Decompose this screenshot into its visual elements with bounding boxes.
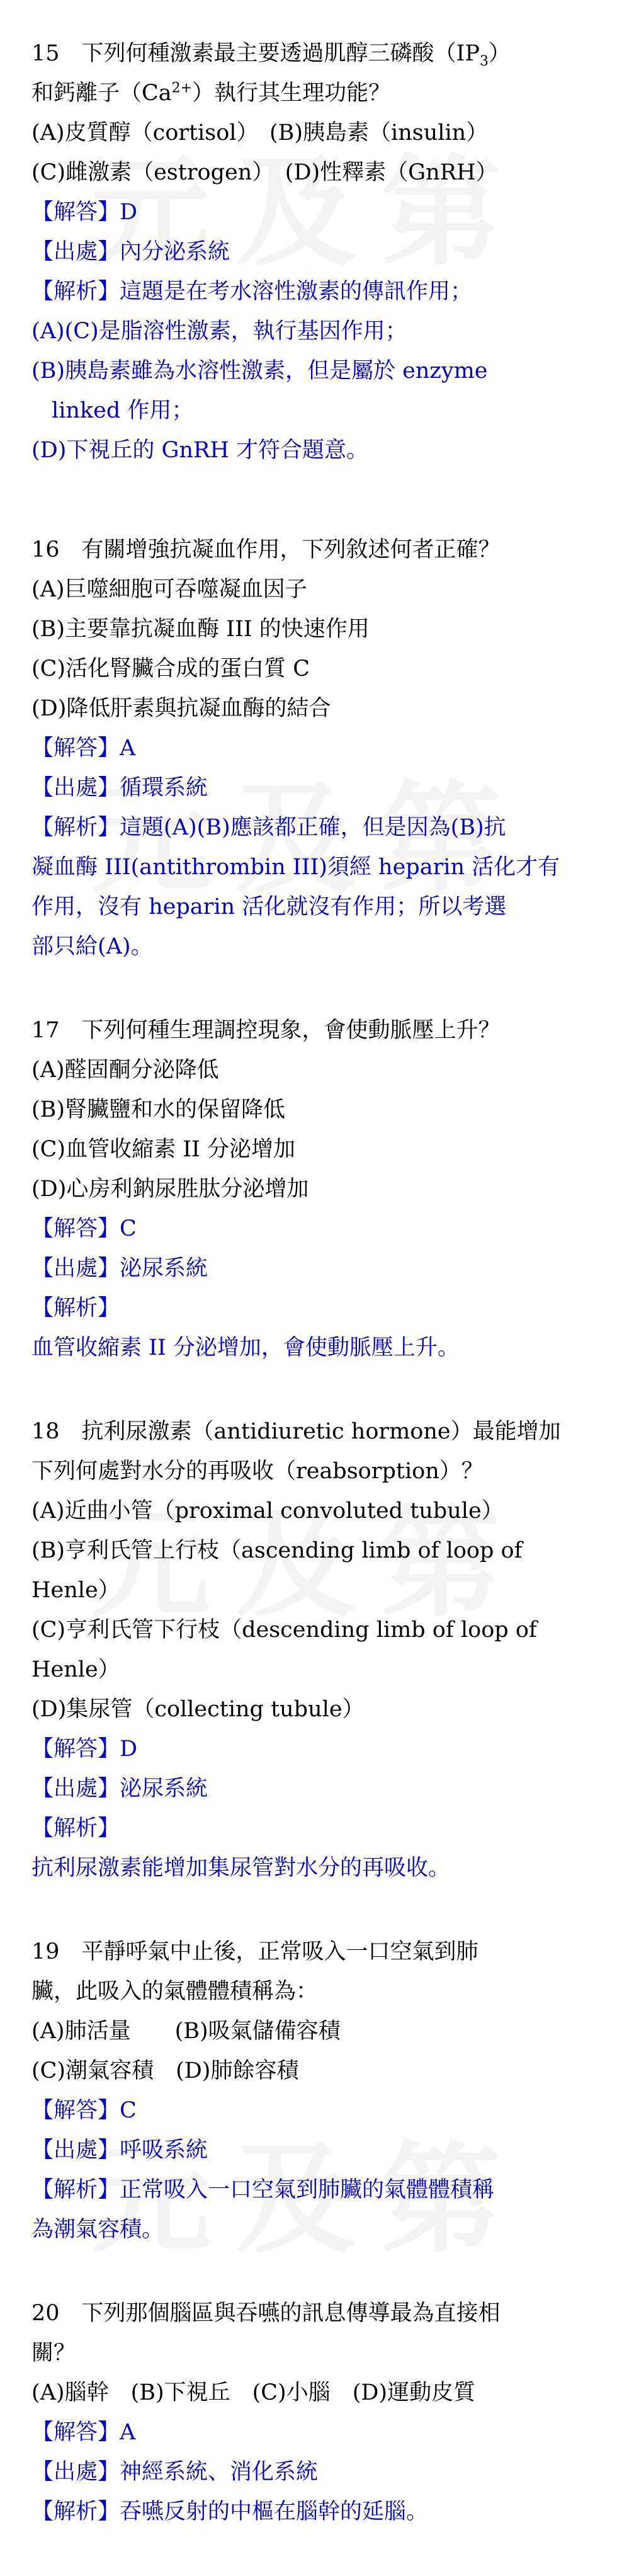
option-line: Henle） (31, 1578, 120, 1603)
source-value: 呼吸系統 (120, 2138, 208, 2163)
question-stem-line: 20 下列那個腦區與吞嚥的訊息傳導最為直接相 (31, 2301, 501, 2326)
option-line: Henle） (31, 1657, 120, 1682)
option-line: (D)心房利鈉尿胜肽分泌增加 (31, 1177, 309, 1202)
question-stem-line: 下列何處對水分的再吸收（reabsorption）？ (31, 1459, 484, 1484)
option-line: (A)近曲小管（proximal convoluted tubule） (31, 1498, 504, 1524)
analysis-line: 凝血酶 III(antithrombin III)須經 heparin 活化才有 (31, 855, 560, 880)
analysis-line: 作用，沒有 heparin 活化就沒有作用；所以考選 (31, 894, 507, 920)
source-value: 內分泌系統 (120, 239, 230, 265)
analysis-line: 為潮氣容積。 (31, 2217, 164, 2242)
analysis-line: 部只給(A)。 (31, 934, 153, 959)
answer-value: D (120, 200, 138, 225)
answer-line: 【解答】D (31, 200, 138, 225)
answer-value: A (120, 736, 136, 761)
question-16 (31, 530, 598, 967)
analysis-line: 【解析】吞嚥反射的中樞在腦幹的延腦。 (31, 2499, 429, 2524)
source-value: 神經系統、消化系統 (120, 2459, 319, 2485)
options-line: (C)潮氣容積 (D)肺餘容積 (31, 2058, 299, 2083)
exam-page (31, 34, 598, 2576)
source-line: 【出處】循環系統 (31, 775, 208, 801)
question-19 (31, 1932, 598, 2250)
question-17 (31, 1011, 598, 1368)
question-20 (31, 2294, 598, 2532)
analysis-line: 【解析】這題(A)(B)應該都正確，但是因為(B)抗 (31, 815, 506, 840)
answer-value: D (120, 1736, 138, 1762)
analysis-line: 抗利尿激素能增加集尿管對水分的再吸收。 (31, 1855, 451, 1881)
question-stem-line: 臟，此吸入的氣體體積稱為： (31, 1979, 319, 2004)
option-line: (B)亨利氏管上行枝（ascending limb of loop of (31, 1538, 523, 1563)
analysis-label-line: 【解析】 (31, 1296, 120, 1321)
question-stem-line: 19 平靜呼氣中止後，正常吸入一口空氣到肺 (31, 1939, 478, 1964)
analysis-line: (B)胰島素雖為水溶性激素，但是屬於 enzyme (31, 358, 488, 384)
option-line: (A)醛固酮分泌降低 (31, 1057, 219, 1083)
option-line: (C)活化腎臟合成的蛋白質 C (31, 656, 310, 681)
source-line: 【出處】神經系統、消化系統 (31, 2459, 319, 2485)
analysis-line: 【解析】正常吸入一口空氣到肺臟的氣體體積稱 (31, 2177, 495, 2203)
option-line: (B)主要靠抗凝血酶 III 的快速作用 (31, 617, 370, 642)
answer-value: A (120, 2420, 136, 2445)
question-15 (31, 34, 598, 470)
question-stem-line: 17 下列何種生理調控現象，會使動脈壓上升？ (31, 1018, 501, 1043)
option-line: (A)巨噬細胞可吞噬凝血因子 (31, 577, 307, 602)
source-line: 【出處】泌尿系統 (31, 1776, 208, 1801)
analysis-line: (D)下視丘的 GnRH 才符合題意。 (31, 438, 368, 463)
source-value: 泌尿系統 (120, 1256, 208, 1281)
source-line: 【出處】內分泌系統 (31, 239, 230, 265)
answer-line: 【解答】D (31, 1736, 138, 1762)
answer-line: 【解答】A (31, 736, 136, 761)
options-line: (A)肺活量 (B)吸氣儲備容積 (31, 2019, 341, 2044)
analysis-line: linked 作用； (52, 398, 194, 423)
option-line: (C)血管收縮素 II 分泌增加 (31, 1137, 295, 1162)
options-line: (A)皮質醇（cortisol） (B)胰島素（insulin） (31, 120, 489, 145)
question-stem-line: 16 有關增強抗凝血作用，下列敘述何者正確？ (31, 537, 501, 562)
answer-value: C (120, 1216, 137, 1241)
question-stem-line: 15 下列何種激素最主要透過肌醇三磷酸$(IP_3)$ (31, 41, 511, 69)
option-line: (D)降低肝素與抗凝血酶的結合 (31, 696, 331, 721)
source-value: 循環系統 (120, 775, 208, 801)
question-18 (31, 1412, 598, 1888)
source-value: 泌尿系統 (120, 1776, 208, 1801)
options-line: (C)雌激素（estrogen） (D)性釋素（GnRH） (31, 160, 498, 185)
question-stem-line: 和鈣離子$(Ca^{2+})$執行其生理功能？ (31, 80, 391, 106)
option-line: (B)腎臟鹽和水的保留降低 (31, 1097, 286, 1122)
question-stem-line: 關？ (31, 2340, 76, 2366)
question-stem-line: 18 抗利尿激素（antidiuretic hormone）最能增加 (31, 1419, 561, 1444)
options-line: (A)腦幹 (B)下視丘 (C)小腦 (D)運動皮質 (31, 2380, 476, 2405)
answer-line: 【解答】C (31, 2098, 137, 2123)
source-line: 【出處】呼吸系統 (31, 2138, 208, 2163)
answer-line: 【解答】A (31, 2420, 136, 2445)
source-line: 【出處】泌尿系統 (31, 1256, 208, 1281)
option-line: (C)亨利氏管下行枝（descending limb of loop of (31, 1617, 537, 1643)
analysis-label-line: 【解析】 (31, 1816, 120, 1841)
option-line: (D)集尿管（collecting tubule） (31, 1697, 365, 1722)
answer-value: C (120, 2098, 137, 2123)
analysis-line: 【解析】這題是在考水溶性激素的傳訊作用； (31, 279, 473, 304)
answer-line: 【解答】C (31, 1216, 137, 1241)
analysis-line: 血管收縮素 II 分泌增加，會使動脈壓上升。 (31, 1335, 460, 1360)
analysis-line: (A)(C)是脂溶性激素，執行基因作用； (31, 319, 407, 344)
